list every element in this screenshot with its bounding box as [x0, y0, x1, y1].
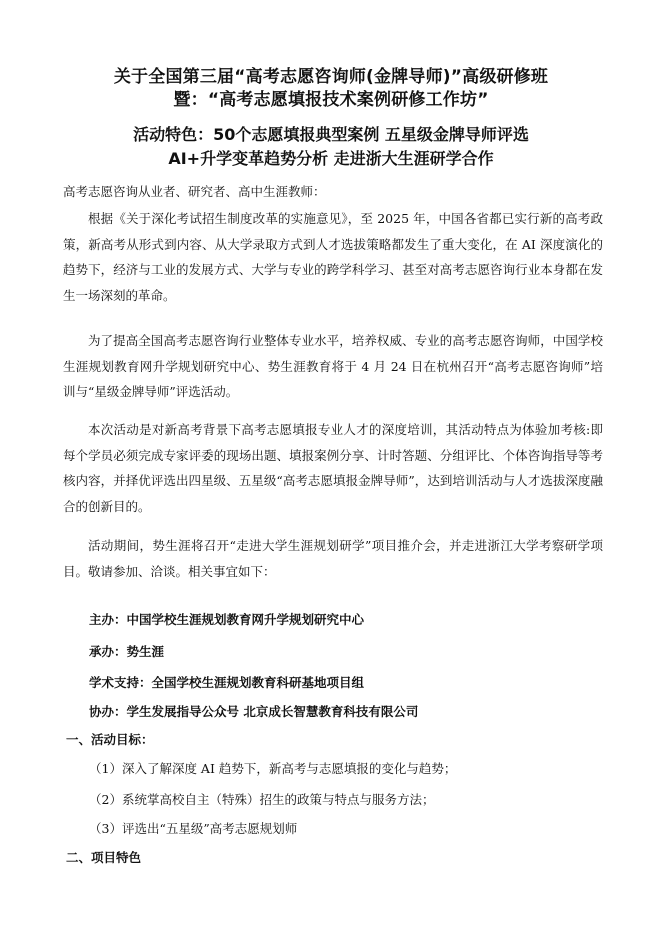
goal-item-3: （3）评选出“五星级”高考志愿规划师	[89, 821, 298, 836]
goal-item-2: （2）系统掌高校自主（特殊）招生的政策与特点与服务方法；	[89, 792, 435, 807]
organizer-host: 主办：中国学校生涯规划教育网升学规划研究中心	[89, 612, 365, 627]
feature-highlight-line1: 活动特色：50个志愿填报典型案例 五星级金牌导师评选	[133, 125, 529, 144]
paragraph-activity-features: 本次活动是对新高考背景下高考志愿填报专业人才的深度培训，其活动特点为体验加考核:即每个学员必须完成专家评委的现场出题、填报案例分享、计时答题、分组评比、个体咨询指导等考核内容，并择优评选出四星级、五星级“高考志愿填报金牌导师”，达到培训活动与人才选拔深度融合的创新目的。	[63, 422, 603, 514]
section-heading-goals: 一、活动目标：	[66, 732, 154, 747]
salutation: 高考志愿咨询从业者、研究者、高中生涯教师：	[63, 184, 326, 199]
organizer-academic-support: 学术支持：全国学校生涯规划教育科研基地项目组	[89, 675, 365, 690]
document-title-line2: 暨：“高考志愿填报技术案例研修工作坊”	[173, 90, 489, 110]
organizer-co-organizer: 协办：学生发展指导公众号 北京成长智慧教育科技有限公司	[89, 704, 419, 719]
document-title-line1: 关于全国第三届“高考志愿咨询师(金牌导师)”高级研修班	[113, 67, 549, 87]
section-heading-features: 二、项目特色	[66, 850, 142, 865]
feature-highlight-line2: AI+升学变革趋势分析 走进浙大生涯研学合作	[168, 149, 494, 168]
goal-item-1: （1）深入了解深度 AI 趋势下，新高考与志愿填报的变化与趋势；	[89, 761, 457, 776]
paragraph-event-schedule: 活动期间，势生涯将召开“走进大学生涯规划研学”项目推介会，并走进浙江大学考察研学项目。敬请参加、洽谈。相关事宜如下：	[63, 538, 603, 579]
paragraph-training-purpose: 为了提高全国高考志愿咨询行业整体专业水平，培养权威、专业的高考志愿咨询师，中国学校生涯规划教育网升学规划研究中心、势生涯教育将于 4 月 24 日在杭州召开“高考志愿咨询师”培训与“星级金牌导师”评选活动。	[63, 333, 603, 399]
organizer-undertaker: 承办：势生涯	[89, 644, 165, 659]
paragraph-policy-background: 根据《关于深化考试招生制度改革的实施意见》，至 2025 年，中国各省都已实行新的高考政策，新高考从形式到内容、从大学录取方式到人才选拔策略都发生了重大变化，在 AI 深度演化的趋势下，经济与工业的发展方式、大学与专业的跨学科学习、甚至对高考志愿咨询行业本身都在发生一场深刻的革命。	[63, 211, 603, 303]
